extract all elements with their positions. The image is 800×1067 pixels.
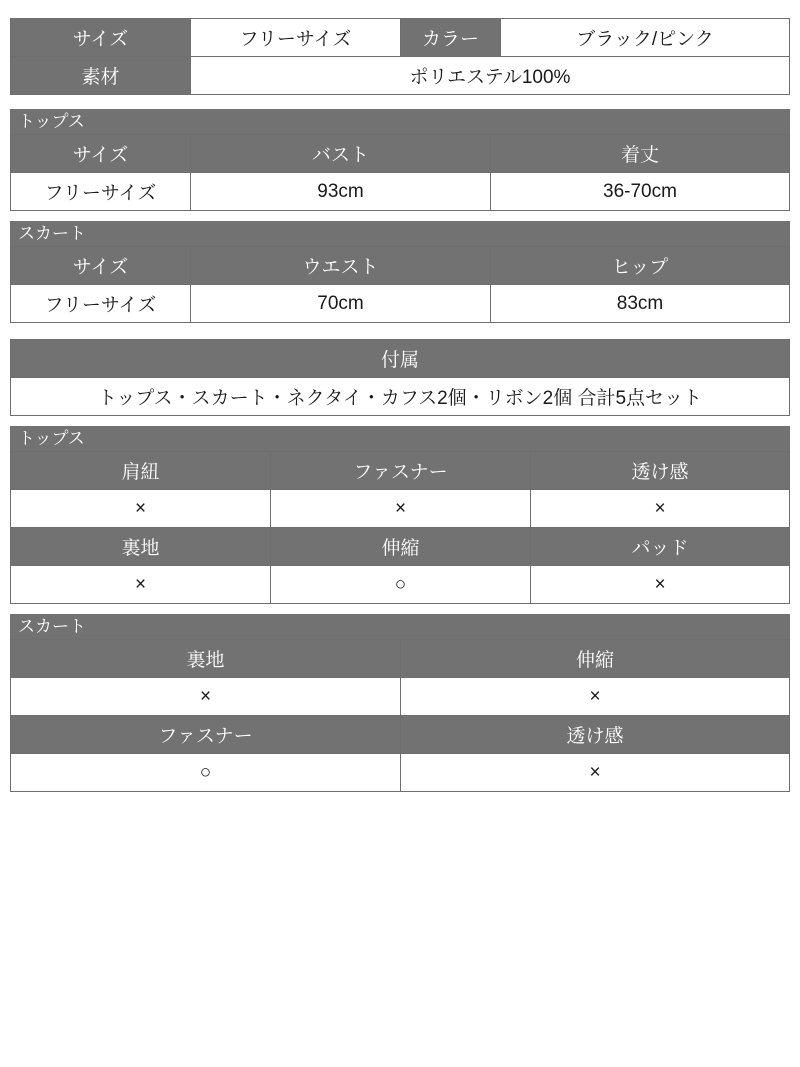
table-row xyxy=(11,754,790,792)
table-row xyxy=(11,678,790,716)
tops-detail-strap-header: 肩紐 xyxy=(11,452,271,490)
material-value: ポリエステル100% xyxy=(191,57,790,95)
tops-detail-zipper-value: × xyxy=(271,490,531,528)
table-row xyxy=(11,173,790,211)
table-row xyxy=(11,378,790,416)
accessories-value: トップス・スカート・ネクタイ・カフス2個・リボン2個 合計5点セット xyxy=(11,378,790,416)
accessories-header: 付属 xyxy=(11,340,790,378)
skirt-size-col-size: サイズ xyxy=(11,247,191,285)
tops-detail-pad-header: パッド xyxy=(531,528,790,566)
tops-size-col-length: 着丈 xyxy=(491,135,790,173)
table-row xyxy=(11,528,790,566)
skirt-detail-sheer-value: × xyxy=(401,754,790,792)
tops-detail-stretch-header: 伸縮 xyxy=(271,528,531,566)
skirt-detail-stretch-value: × xyxy=(401,678,790,716)
material-header: 素材 xyxy=(11,57,191,95)
section-label-skirt-size: スカート xyxy=(10,221,790,246)
skirt-detail-stretch-header: 伸縮 xyxy=(401,640,790,678)
basic-info-table xyxy=(10,18,790,95)
tops-size-value-size: フリーサイズ xyxy=(11,173,191,211)
size-header: サイズ xyxy=(11,19,191,57)
tops-detail-lining-header: 裏地 xyxy=(11,528,271,566)
accessories-table xyxy=(10,339,790,416)
table-row xyxy=(11,452,790,490)
table-row xyxy=(11,19,790,57)
tops-detail-stretch-value: ○ xyxy=(271,566,531,604)
color-value: ブラック/ピンク xyxy=(501,19,790,57)
skirt-detail-sheer-header: 透け感 xyxy=(401,716,790,754)
size-value: フリーサイズ xyxy=(191,19,401,57)
table-row xyxy=(11,57,790,95)
tops-detail-sheer-header: 透け感 xyxy=(531,452,790,490)
table-row xyxy=(11,716,790,754)
skirt-size-value-waist: 70cm xyxy=(191,285,491,323)
spacer xyxy=(10,331,790,339)
section-label-skirt-detail: スカート xyxy=(10,614,790,639)
skirt-size-value-hip: 83cm xyxy=(491,285,790,323)
tops-size-col-size: サイズ xyxy=(11,135,191,173)
section-label-tops-size: トップス xyxy=(10,109,790,134)
skirt-detail-lining-value: × xyxy=(11,678,401,716)
tops-detail-strap-value: × xyxy=(11,490,271,528)
skirt-detail-lining-header: 裏地 xyxy=(11,640,401,678)
tops-size-table xyxy=(10,134,790,211)
tops-size-value-length: 36-70cm xyxy=(491,173,790,211)
table-row xyxy=(11,135,790,173)
skirt-detail-zipper-header: ファスナー xyxy=(11,716,401,754)
skirt-size-col-hip: ヒップ xyxy=(491,247,790,285)
tops-detail-lining-value: × xyxy=(11,566,271,604)
tops-detail-table xyxy=(10,451,790,604)
tops-size-value-bust: 93cm xyxy=(191,173,491,211)
tops-detail-zipper-header: ファスナー xyxy=(271,452,531,490)
skirt-detail-table xyxy=(10,639,790,792)
table-row xyxy=(11,247,790,285)
tops-size-col-bust: バスト xyxy=(191,135,491,173)
table-row xyxy=(11,340,790,378)
skirt-size-col-waist: ウエスト xyxy=(191,247,491,285)
table-row xyxy=(11,285,790,323)
section-label-tops-detail: トップス xyxy=(10,426,790,451)
table-row xyxy=(11,566,790,604)
color-header: カラー xyxy=(401,19,501,57)
skirt-size-value-size: フリーサイズ xyxy=(11,285,191,323)
table-row xyxy=(11,640,790,678)
table-row xyxy=(11,490,790,528)
tops-detail-pad-value: × xyxy=(531,566,790,604)
tops-detail-sheer-value: × xyxy=(531,490,790,528)
skirt-detail-zipper-value: ○ xyxy=(11,754,401,792)
skirt-size-table xyxy=(10,246,790,323)
